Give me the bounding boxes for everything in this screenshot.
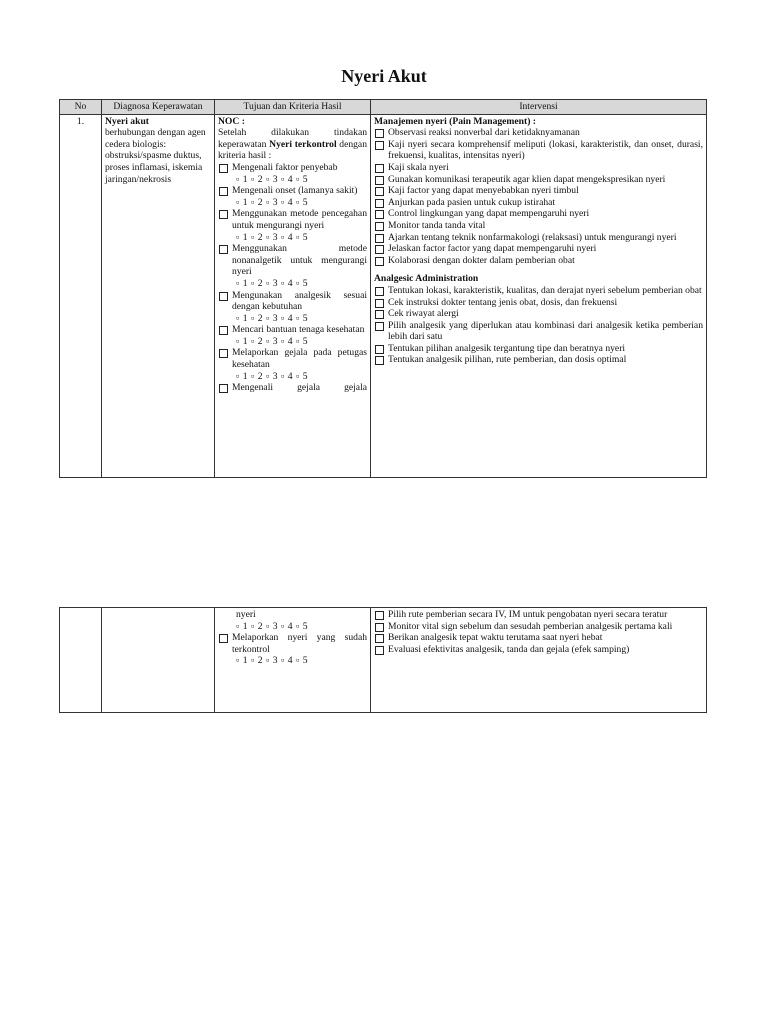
checkbox-icon[interactable] [375, 141, 384, 150]
noc-criterion-label: Melaporkan nyeri yang sudah terkontrol [232, 632, 367, 655]
noc-criterion-label-end: nyeri [236, 609, 256, 620]
diagnosis-cell-empty [102, 608, 215, 713]
analgesic-intervention-label: Cek riwayat alergi [388, 308, 459, 320]
pain-intervention-label: Kaji skala nyeri [388, 161, 449, 173]
analgesic-list [374, 285, 703, 366]
analgesic-intervention [374, 609, 703, 621]
row-number-empty [60, 608, 102, 713]
checkbox-icon[interactable] [375, 176, 384, 185]
checkbox-icon[interactable] [375, 245, 384, 254]
pain-intervention [374, 127, 703, 139]
checkbox-icon[interactable] [219, 245, 228, 254]
noc-cell [215, 114, 371, 477]
checkbox-icon[interactable] [375, 299, 384, 308]
pain-management-list [374, 127, 703, 266]
noc-criterion-label: Mencari bantuan tenaga kesehatan [232, 324, 365, 336]
checkbox-icon[interactable] [375, 611, 384, 620]
header-tujuan: Tujuan dan Kriteria Hasil [215, 100, 371, 115]
pain-intervention-label: Jelaskan factor factor yang dapat mempengaruhi nyeri [388, 243, 597, 255]
analgesic-intervention-label: Monitor vital sign sebelum dan sesudah pemberian analgesik pertama kali [388, 620, 673, 632]
checkbox-icon[interactable] [375, 646, 384, 655]
analgesic-title: Analgesic Administration [374, 273, 479, 285]
checkbox-icon[interactable] [375, 234, 384, 243]
table-row [60, 608, 707, 713]
analgesic-intervention [374, 308, 703, 320]
checkbox-icon[interactable] [375, 210, 384, 219]
pain-intervention [374, 197, 703, 209]
rating-scale: ▫ 1 ▫ 2 ▫ 3 ▫ 4 ▫ 5 [236, 173, 309, 185]
checkbox-icon[interactable] [219, 326, 228, 335]
pain-intervention [374, 243, 703, 255]
checkbox-icon[interactable] [375, 287, 384, 296]
pain-intervention [374, 185, 703, 197]
analgesic-intervention [374, 343, 703, 355]
rating-scale: ▫ 1 ▫ 2 ▫ 3 ▫ 4 ▫ 5 [236, 277, 309, 289]
noc-criterion [218, 324, 367, 336]
checkbox-icon[interactable] [219, 210, 228, 219]
diagnosis-cell [102, 114, 215, 477]
checkbox-icon[interactable] [375, 187, 384, 196]
table-row [60, 114, 707, 477]
rating-scale: ▫ 1 ▫ 2 ▫ 3 ▫ 4 ▫ 5 [236, 196, 309, 208]
analgesic-intervention-label: Tentukan analgesik pilihan, rute pemberian, dan dosis optimal [388, 354, 627, 366]
pain-intervention-label: Control lingkungan yang dapat mempengaruhi nyeri [388, 208, 590, 220]
pain-intervention-label: Observasi reaksi nonverbal dari ketidaknyamanan [388, 127, 580, 139]
checkbox-icon[interactable] [375, 257, 384, 266]
noc-criterion-label: Menggunakan metode nonanalgetik untuk mengurangi nyeri [232, 243, 367, 278]
rating-scale: ▫ 1 ▫ 2 ▫ 3 ▫ 4 ▫ 5 [236, 312, 309, 324]
pain-intervention [374, 162, 703, 174]
analgesic-intervention [374, 354, 703, 366]
rating-scale: ▫ 1 ▫ 2 ▫ 3 ▫ 4 ▫ 5 [236, 655, 309, 667]
noc-label: NOC : [218, 115, 245, 127]
noc-criterion-label: Menggunakan metode pencegahan untuk mengurangi nyeri [232, 208, 367, 231]
analgesic-intervention-label: Cek instruksi dokter tentang jenis obat, dosis, dan frekuensi [388, 296, 618, 308]
checkbox-icon[interactable] [219, 187, 228, 196]
analgesic-list-continued [374, 609, 703, 655]
header-no: No [60, 100, 102, 115]
noc-intro-text: Setelah dilakukan tindakan keperawatan [218, 127, 367, 150]
pain-intervention-label: Monitor tanda tanda vital [388, 219, 486, 231]
pain-intervention [374, 208, 703, 220]
noc-criterion [218, 162, 367, 174]
pain-intervention-label: Gunakan komunikasi terapeutik agar klien dapat mengekspresikan nyeri [388, 173, 666, 185]
noc-criterion-label: Mengenali onset (lamanya sakit) [232, 185, 358, 197]
checkbox-icon[interactable] [375, 356, 384, 365]
noc-criterion [218, 290, 367, 313]
rating-scale: ▫ 1 ▫ 2 ▫ 3 ▫ 4 ▫ 5 [236, 335, 309, 347]
intervention-cell-continued [371, 608, 707, 713]
rating-scale: ▫ 1 ▫ 2 ▫ 3 ▫ 4 ▫ 5 [236, 620, 309, 632]
intervention-cell [371, 114, 707, 477]
row-number: 1. [60, 114, 102, 477]
noc-criterion-label: Mengunakan analgesik sesuai dengan kebutuhan [232, 289, 367, 313]
care-plan-table [59, 99, 707, 478]
rating-scale: ▫ 1 ▫ 2 ▫ 3 ▫ 4 ▫ 5 [236, 231, 309, 243]
header-intervensi: Intervensi [371, 100, 707, 115]
checkbox-icon[interactable] [375, 222, 384, 231]
noc-criterion [218, 347, 367, 370]
checkbox-icon[interactable] [375, 322, 384, 331]
checkbox-icon[interactable] [375, 164, 384, 173]
checkbox-icon[interactable] [375, 345, 384, 354]
care-plan-table-continued [59, 607, 707, 713]
checkbox-icon[interactable] [219, 349, 228, 358]
table-header-row [60, 100, 707, 115]
noc-intro [218, 127, 367, 162]
noc-criterion [218, 632, 367, 655]
analgesic-intervention-label: Berikan analgesik tepat waktu terutama saat nyeri hebat [388, 632, 603, 644]
checkbox-icon[interactable] [375, 634, 384, 643]
analgesic-intervention-label: Pilih rute pemberian secara IV, IM untuk pengobatan nyeri secara teratur [388, 609, 668, 620]
noc-criterion [218, 185, 367, 197]
pain-management-title: Manajemen nyeri (Pain Management) : [374, 115, 536, 127]
noc-intro-post: dengan kriteria hasil : [218, 138, 367, 162]
analgesic-intervention [374, 621, 703, 633]
noc-criterion-label: Mengenali gejala gejala [232, 382, 367, 394]
analgesic-intervention [374, 632, 703, 644]
noc-criterion-label: Melaporkan gejala pada petugas kesehatan [232, 347, 367, 371]
diagnosis-title: Nyeri akut [105, 115, 149, 127]
checkbox-icon[interactable] [375, 129, 384, 138]
pain-intervention [374, 174, 703, 186]
pain-intervention-label: Kaji nyeri secara komprehensif meliputi (lokasi, karakteristik, dan onset, durasi, frekuensi, kualitas, intensitas nyeri) [388, 138, 703, 162]
analgesic-intervention-label: Evaluasi efektivitas analgesik, tanda dan gejala (efek samping) [388, 643, 630, 655]
diagnosis-text: berhubungan dengan agen cedera biologis: obstruksi/spasme duktus, proses inflamasi, iskemia jaringan/nekrosis [105, 127, 206, 185]
page-title: Nyeri Akut [341, 66, 427, 86]
analgesic-intervention-label: Tentukan lokasi, karakteristik, kualitas, dan derajat nyeri sebelum pemberian obat [388, 284, 702, 296]
pain-intervention [374, 139, 703, 162]
analgesic-intervention-label: Tentukan pilihan analgesik tergantung tipe dan beratnya nyeri [388, 342, 626, 354]
noc-criterion [218, 243, 367, 278]
pain-intervention-label: Kolaborasi dengan dokter dalam pemberian obat [388, 254, 575, 266]
checkbox-icon[interactable] [375, 199, 384, 208]
analgesic-intervention [374, 285, 703, 297]
checkbox-icon[interactable] [219, 292, 228, 301]
analgesic-intervention-label: Pilih analgesik yang diperlukan atau kombinasi dari analgesik ketika pemberian lebih dari satu [388, 319, 703, 343]
noc-criterion-label: Mengenali faktor penyebab [232, 161, 338, 173]
noc-criterion [218, 208, 367, 231]
header-diagnosa: Diagnosa Keperawatan [102, 100, 215, 115]
analgesic-intervention [374, 297, 703, 309]
rating-scale: ▫ 1 ▫ 2 ▫ 3 ▫ 4 ▫ 5 [236, 370, 309, 382]
checkbox-icon[interactable] [375, 310, 384, 319]
pain-intervention-label: Ajarkan tentang teknik nonfarmakologi (relaksasi) untuk mengurangi nyeri [388, 231, 677, 243]
analgesic-intervention [374, 644, 703, 656]
pain-intervention [374, 220, 703, 232]
pain-intervention [374, 255, 703, 267]
analgesic-intervention [374, 320, 703, 343]
noc-cell-continued [215, 608, 371, 713]
noc-criterion [218, 382, 367, 394]
checkbox-icon[interactable] [219, 384, 228, 393]
checkbox-icon[interactable] [219, 634, 228, 643]
pain-intervention-label: Anjurkan pada pasien untuk cukup istirahat [388, 196, 556, 208]
noc-intro-bold: Nyeri terkontrol [269, 138, 337, 150]
checkbox-icon[interactable] [375, 623, 384, 632]
pain-intervention-label: Kaji factor yang dapat menyebabkan nyeri timbul [388, 185, 579, 197]
checkbox-icon[interactable] [219, 164, 228, 173]
noc-criteria-list [218, 162, 367, 382]
pain-intervention [374, 232, 703, 244]
